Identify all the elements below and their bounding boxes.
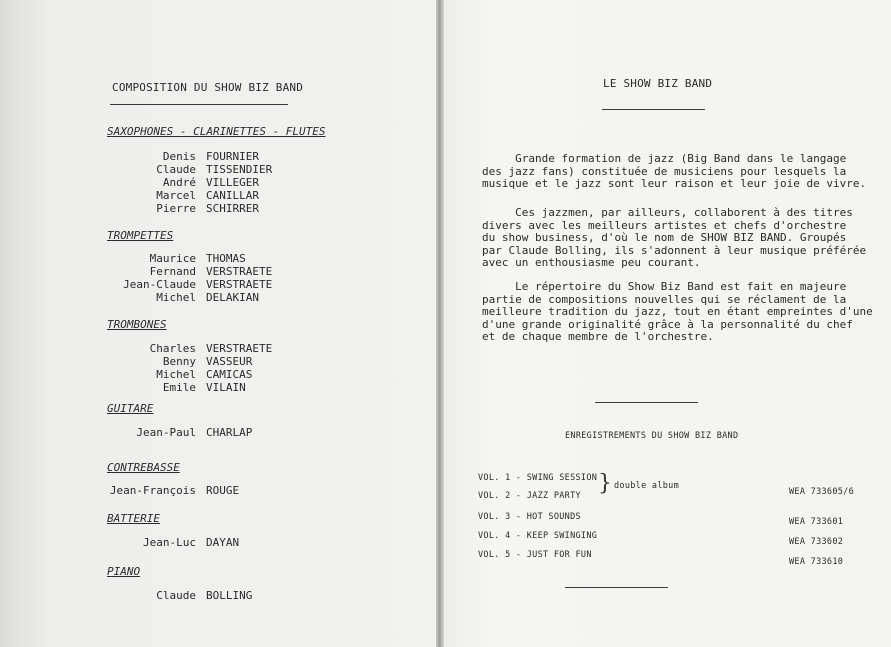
member-last-name: VERSTRAETE xyxy=(206,342,273,355)
member-last-name: CANILLAR xyxy=(206,189,259,202)
member-first-name: Michel xyxy=(156,291,196,304)
member-last-name: THOMAS xyxy=(206,252,246,265)
recording-vol-5: VOL. 5 - JUST FOR FUN xyxy=(478,550,592,560)
section-heading-batterie: BATTERIE xyxy=(107,512,160,525)
member-first-name: Maurice xyxy=(149,252,196,265)
member-last-name: CAMICAS xyxy=(206,368,253,381)
recording-vol-2: VOL. 2 - JAZZ PARTY xyxy=(478,491,581,501)
member-first-name: Jean-François xyxy=(109,484,196,497)
member-first-name: Jean-Paul xyxy=(136,426,196,439)
member-first-name: Emile xyxy=(162,381,196,394)
member-last-name: ROUGE xyxy=(206,484,240,497)
title-underline xyxy=(602,109,705,110)
member-first-name: Claude xyxy=(156,589,196,602)
recording-vol-1: VOL. 1 - SWING SESSION xyxy=(478,473,598,483)
member-last-name: FOURNIER xyxy=(206,150,259,163)
recording-ref: WEA 733610 xyxy=(789,557,844,567)
title-underline xyxy=(110,104,288,105)
paragraph-line: musique et le jazz sont leur raison et leur joie de vivre. xyxy=(482,177,867,191)
paragraph-intro xyxy=(482,153,866,191)
double-album-label: double album xyxy=(614,481,680,491)
paragraph-line: et de chaque membre de l'orchestre. xyxy=(482,330,714,344)
member-last-name: VERSTRAETE xyxy=(206,265,273,278)
paragraph-line: Ces jazzmen, par ailleurs, collaborent à des titres xyxy=(482,206,853,219)
member-first-name: André xyxy=(162,176,196,189)
right-page-title: LE SHOW BIZ BAND xyxy=(603,77,713,90)
section-divider xyxy=(595,402,698,403)
recordings-title: ENREGISTREMENTS DU SHOW BIZ BAND xyxy=(565,431,739,441)
paragraph-line: des jazz fans) constituée de musiciens pour lesquels la xyxy=(482,164,847,178)
recording-vol-3: VOL. 3 - HOT SOUNDS xyxy=(478,512,581,522)
section-heading-trompettes: TROMPETTES xyxy=(107,229,174,242)
member-last-name: VILLEGER xyxy=(206,176,259,189)
paragraph-line: Le répertoire du Show Biz Band est fait en majeure xyxy=(482,280,847,293)
section-divider xyxy=(565,587,668,588)
brace-mark: } xyxy=(598,471,612,496)
paragraph-line: Grande formation de jazz (Big Band dans le langage xyxy=(482,152,847,165)
member-first-name: Pierre xyxy=(156,202,196,215)
book-spine xyxy=(436,0,444,647)
right-page xyxy=(444,0,891,647)
member-first-name: Jean-Claude xyxy=(123,278,196,291)
recording-vol-4: VOL. 4 - KEEP SWINGING xyxy=(478,531,598,541)
paragraph-line: du show business, d'où le nom de SHOW BIZ BAND. Groupés xyxy=(482,231,847,245)
member-first-name: Fernand xyxy=(149,265,196,278)
paragraph-jazzmen xyxy=(482,207,866,270)
member-last-name: DAYAN xyxy=(206,536,240,549)
paragraph-line: divers avec les meilleurs artistes et chefs d'orchestre xyxy=(482,218,847,232)
paragraph-line: d'une grande originalité grâce à la personnalité du chef xyxy=(482,317,853,331)
member-first-name: Claude xyxy=(156,163,196,176)
member-last-name: SCHIRRER xyxy=(206,202,259,215)
section-heading-saxophones: SAXOPHONES - CLARINETTES - FLUTES xyxy=(107,125,326,138)
paragraph-line: par Claude Bolling, ils s'adonnent à leur musique préférée xyxy=(482,243,867,257)
recording-ref: WEA 733602 xyxy=(789,537,844,547)
member-first-name: Michel xyxy=(156,368,196,381)
member-last-name: CHARLAP xyxy=(206,426,253,439)
paragraph-repertoire xyxy=(482,281,873,344)
section-heading-piano: PIANO xyxy=(107,565,141,578)
recording-ref-vol-2: WEA 733605/6 xyxy=(789,487,855,497)
member-last-name: TISSENDIER xyxy=(206,163,273,176)
member-first-name: Marcel xyxy=(156,189,196,202)
recording-ref: WEA 733601 xyxy=(789,517,844,527)
left-page xyxy=(0,0,438,647)
member-last-name: VERSTRAETE xyxy=(206,278,273,291)
member-last-name: VASSEUR xyxy=(206,355,253,368)
section-heading-trombones: TROMBONES xyxy=(107,318,167,331)
member-last-name: DELAKIAN xyxy=(206,291,259,304)
paragraph-line: avec un enthousiasme peu courant. xyxy=(482,256,701,270)
member-first-name: Charles xyxy=(149,342,196,355)
member-first-name: Denis xyxy=(162,150,196,163)
section-heading-contrebasse: CONTREBASSE xyxy=(107,461,180,474)
left-page-title: COMPOSITION DU SHOW BIZ BAND xyxy=(112,81,304,94)
member-last-name: VILAIN xyxy=(206,381,246,394)
member-first-name: Jean-Luc xyxy=(143,536,196,549)
member-first-name: Benny xyxy=(162,355,196,368)
paragraph-line: partie de compositions nouvelles qui se réclament de la xyxy=(482,292,847,306)
section-heading-guitare: GUITARE xyxy=(107,402,154,415)
member-last-name: BOLLING xyxy=(206,589,253,602)
paragraph-line: meilleure tradition du jazz, tout en étant empreintes d'une xyxy=(482,305,873,319)
